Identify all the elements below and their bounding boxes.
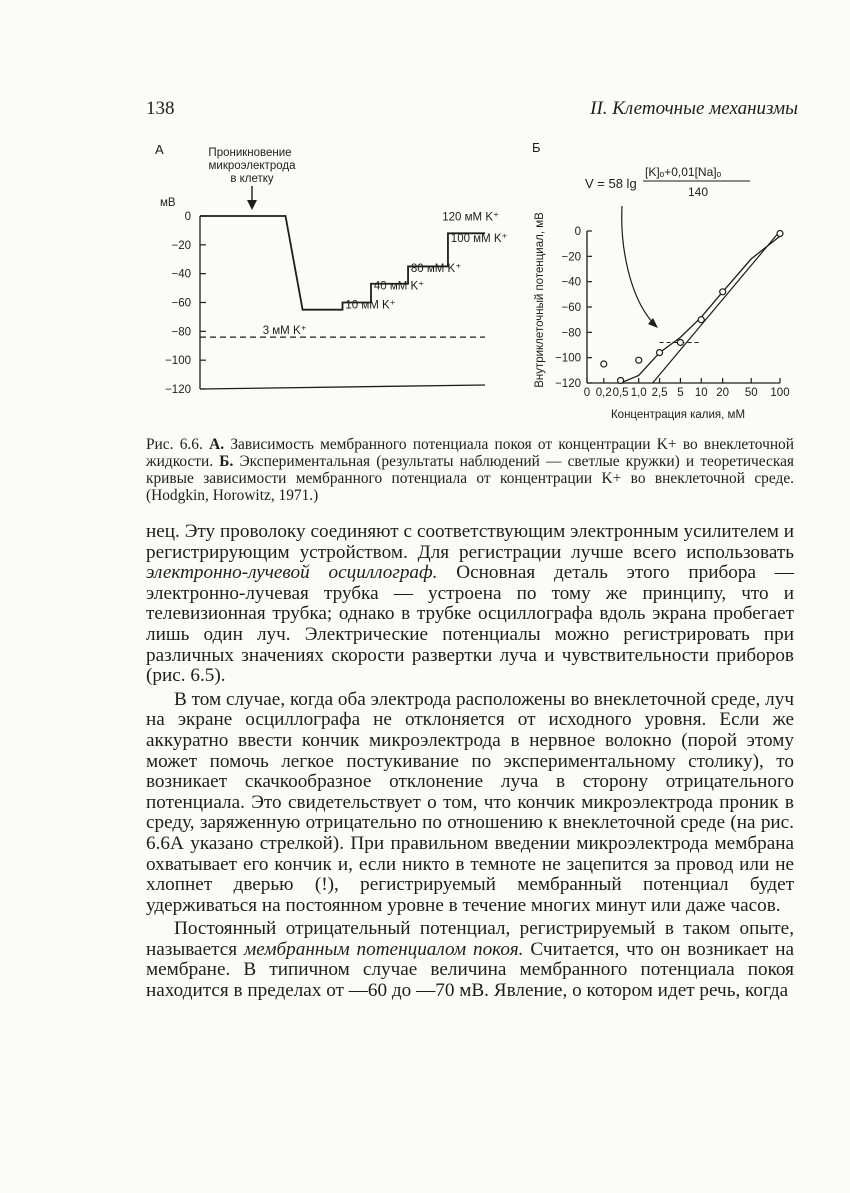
caption-label: Рис. 6.6. <box>146 436 210 453</box>
y-tick-label-b: −40 <box>561 276 581 289</box>
figure-panel-a <box>140 138 510 408</box>
axes-b <box>555 226 790 399</box>
y-tick-label-b: −80 <box>561 327 581 340</box>
data-point-circle <box>720 289 726 295</box>
step-label: 3 мМ K⁺ <box>262 325 307 338</box>
p3-term: мембранным потенциалом покоя. <box>243 938 524 960</box>
p3-end: Считается, что он возникает на мембране. В типичном случае величина мембранного потенциала покоя находится в пределах от —60 до —70 мВ. Явление, о котором идет речь, когда <box>146 938 794 1002</box>
annotation-line-1: Проникновение <box>208 147 292 159</box>
y-tick-label-a: 0 <box>184 211 191 223</box>
data-point-circle <box>777 231 783 237</box>
paragraph-1 <box>146 522 794 687</box>
y-tick-label-a: −60 <box>171 297 191 310</box>
step-label: 40 мМ K⁺ <box>373 280 425 293</box>
equation-denominator: 140 <box>688 185 709 199</box>
body-text <box>146 522 794 1002</box>
x-tick-label-b: 0 <box>583 387 591 399</box>
data-point-circle <box>618 377 624 383</box>
y-tick-label-a: −20 <box>171 239 191 252</box>
entry-arrowhead <box>247 200 257 210</box>
y-tick-label-a: −80 <box>171 326 191 339</box>
step-label: 10 мМ K⁺ <box>345 299 396 312</box>
x-tick-label-b: 1,0 <box>630 387 647 399</box>
y-axis-a <box>165 211 485 396</box>
p1-term: электронно-лучевой осциллограф. <box>146 562 438 584</box>
p1-end: Основная деталь этого прибора — электронно-лучевая трубка — устроена по тому же принципу, что и телевизионная трубка; однако в трубке осциллографа вдоль экрана пробегает лишь один луч. Электрические потенциалы можно регистрировать при различных значениях скорости развертки луча и чувствительности приборов (рис. 6.5). <box>146 562 794 687</box>
y-tick-label-b: −20 <box>561 251 581 264</box>
panel-b-letter: Б <box>532 140 541 155</box>
caption-b-letter: Б. <box>219 453 234 470</box>
running-header: II. Клеточные механизмы <box>590 98 798 119</box>
step-labels <box>263 211 508 337</box>
x-tick-label-b: 10 <box>694 387 708 399</box>
x-tick-label-b: 0,2 <box>595 387 612 399</box>
step-label: 100 мМ K⁺ <box>450 232 508 245</box>
figure-panel-b <box>510 138 810 428</box>
y-axis-title-b: Внутриклеточный потенциал, мВ <box>534 212 546 388</box>
y-tick-label-a: −100 <box>165 355 191 368</box>
x-tick-label-b: 0,5 <box>612 387 629 399</box>
p1-start: нец. Эту проволоку соединяют с соответствующим электронным усилителем и регистрирующим устройством. Для регистрации лучше всего использовать <box>146 521 794 563</box>
caption-a-text: Зависимость мембранного потенциала покоя от концентрации K+ во внеклеточной жидкости. <box>146 436 794 470</box>
annotation-line-2: микроэлектрода <box>208 160 296 172</box>
voltage-trace <box>200 216 485 337</box>
figure-caption <box>146 436 794 504</box>
y-tick-label-a: −120 <box>165 384 191 396</box>
paragraph-2: В том случае, когда оба электрода расположены во внеклеточной среде, луч на экране осциллографа не отклоняется от исходного уровня. Если же аккуратно ввести кончик микроэлектрода в нервное волокно (порой этому может помочь легкое постукивание по экспериментальному столику), то возникает скачкообразное отклонение луча в сторону отрицательного потенциала. Это свидетельствует о том, что кончик микроэлектрода проник в среду, заряженную отрицательно по отношению к внеклеточной среде (на рис. 6.6А указано стрелкой). При правильном введении микроэлектрода мембрана охватывает его кончик и, если никто в темноте не зацепится за провод или не хлопнет дверью (!), регистрируемый мембранный потенциал будет удерживаться на постоянном уровне в течение многих минут или даже часов. <box>146 688 794 916</box>
plot-b <box>601 231 783 384</box>
baseline-a <box>200 385 485 389</box>
y-tick-label-a: −40 <box>171 268 191 281</box>
x-tick-label-b: 20 <box>716 387 730 399</box>
data-point-circle <box>657 350 663 356</box>
y-tick-label-b: −60 <box>561 302 581 314</box>
step-label: 120 мМ K⁺ <box>442 211 500 224</box>
nernst-line <box>653 231 780 383</box>
y-unit-label: мВ <box>160 197 176 209</box>
data-point-circle <box>601 361 607 367</box>
x-tick-label-b: 50 <box>744 387 758 399</box>
paragraph-3 <box>146 919 794 1001</box>
data-point-circle <box>636 357 642 363</box>
y-tick-label-b: −100 <box>555 352 581 365</box>
x-tick-label-b: 100 <box>770 387 790 399</box>
caption-a-letter: А. <box>209 436 225 453</box>
x-tick-label-b: 2,5 <box>651 387 668 399</box>
data-point-circle <box>677 339 683 345</box>
x-axis-title-b: Концентрация калия, мМ <box>610 409 746 421</box>
theoretical-curve <box>621 236 780 383</box>
equation-left: V = 58 lg <box>585 176 637 191</box>
equation-numerator: [K]ₒ+0,01[Na]ₒ <box>645 165 722 179</box>
panel-a-letter: А <box>155 142 164 157</box>
y-tick-label-b: −120 <box>555 378 581 390</box>
caption-b-text: Экспериментальная (результаты наблюдений — светлые кружки) и теоретическая кривые зависимости мембранного потенциала от концентрации K+ во внеклеточной среде. (Hodgkin, Horowitz, 1971.) <box>146 453 794 504</box>
p3-start: Постоянный отрицательный потенциал, регистрируемый в таком опыте, называется <box>146 918 794 960</box>
data-point-circle <box>698 317 704 323</box>
x-tick-label-b: 5 <box>677 387 684 399</box>
step-label: 80 мМ K⁺ <box>410 263 462 276</box>
y-tick-label-b: 0 <box>574 226 581 238</box>
page-number: 138 <box>146 98 175 119</box>
curved-pointer-arrow <box>622 206 654 324</box>
annotation-line-3: в клетку <box>230 173 274 185</box>
